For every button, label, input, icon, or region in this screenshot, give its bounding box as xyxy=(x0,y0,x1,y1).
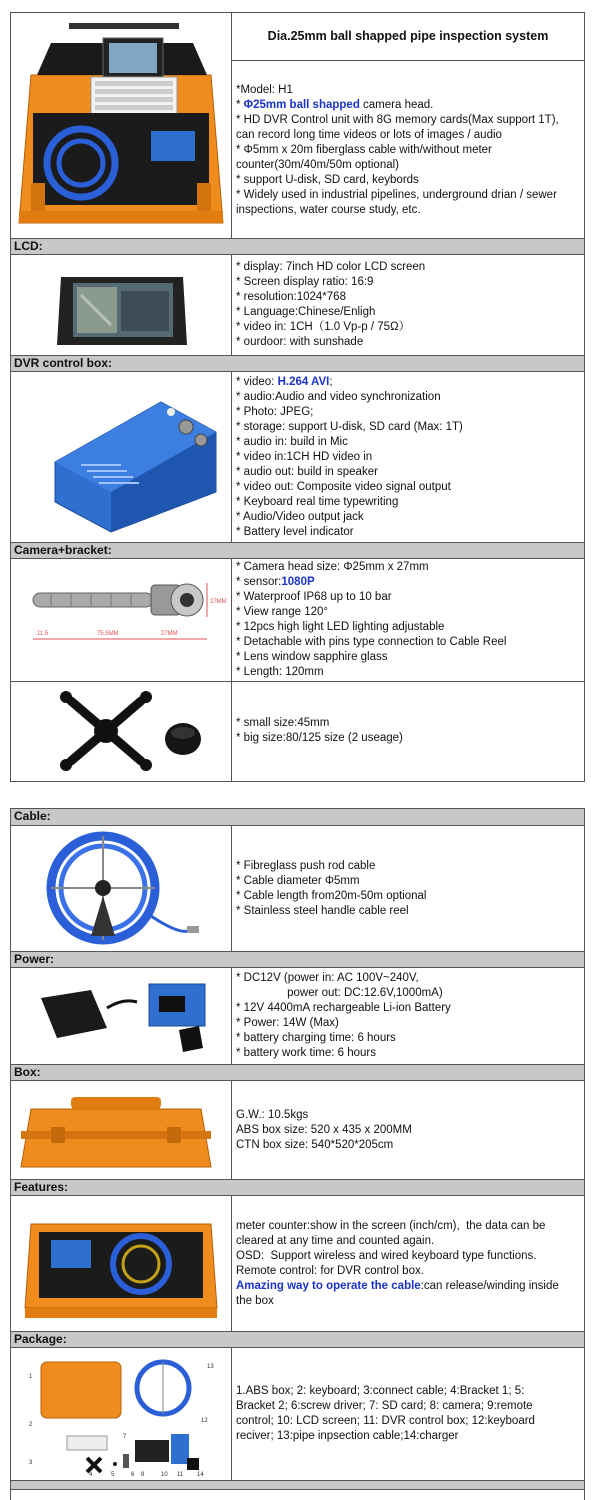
spec-line xyxy=(236,1234,580,1249)
dvr-spec-list xyxy=(232,372,584,542)
spec-text: * DC12V (power in: AC 100V~240V, xyxy=(236,972,419,984)
highlight-text: 1080P xyxy=(281,576,315,588)
spec-line xyxy=(236,590,580,605)
package-callout-number: 4 xyxy=(89,1472,93,1478)
spec-line xyxy=(236,859,580,874)
spec-text: cleared at any time and counted again. xyxy=(236,1234,435,1247)
spec-text: * Photo: JPEG; xyxy=(236,405,314,418)
spec-line xyxy=(236,320,580,335)
spec-line xyxy=(236,98,580,113)
spec-text: * Camera head size: Φ25mm x 27mm xyxy=(236,561,429,573)
spec-text: ABS box size: 520 x 435 x 200MM xyxy=(236,1123,412,1136)
bracket-image xyxy=(11,681,232,781)
camera-spec-list xyxy=(232,559,584,681)
spec-line xyxy=(236,1108,580,1123)
spec-line xyxy=(236,1279,580,1294)
spec-line xyxy=(236,986,580,1001)
spec-line xyxy=(236,83,580,98)
spec-table-2 xyxy=(10,808,585,1500)
bracket-spec-list xyxy=(232,681,584,781)
spec-line xyxy=(236,1294,580,1309)
spec-line xyxy=(236,435,580,450)
highlight-text: H.264 AVI xyxy=(277,375,330,388)
section-header-cable: Cable: xyxy=(11,809,584,826)
highlight-text: Amazing way to operate the cable xyxy=(236,1279,421,1292)
features-list xyxy=(232,1196,584,1331)
spec-text: camera head. xyxy=(359,99,434,111)
spec-line xyxy=(236,1046,580,1061)
spec-line xyxy=(236,1001,580,1016)
package-callout-number: 5 xyxy=(111,1472,115,1478)
spec-table-1 xyxy=(10,12,585,782)
spec-line xyxy=(236,375,580,390)
product-kit-image xyxy=(11,13,232,238)
spec-line xyxy=(236,575,580,590)
spec-line xyxy=(236,510,580,525)
section-header-lcd: LCD: xyxy=(11,238,584,255)
spec-text: * support U-disk, SD card, keybords xyxy=(236,174,419,186)
package-list xyxy=(232,1348,584,1480)
spec-text: meter counter:show in the screen (inch/cm), the data can be xyxy=(236,1219,546,1232)
power-row xyxy=(11,968,584,1064)
package-callout-number: 2 xyxy=(29,1422,33,1428)
spec-text: * 12V 4400mA rechargeable Li-ion Battery xyxy=(236,1002,451,1014)
spec-line xyxy=(236,560,580,575)
box-row xyxy=(11,1081,584,1179)
spec-line xyxy=(236,128,580,143)
package-callout-number: 14 xyxy=(197,1472,204,1478)
spec-line xyxy=(236,188,580,203)
package-callout-number: 1 xyxy=(29,1374,33,1380)
charger-battery-image xyxy=(11,968,232,1064)
camera-row xyxy=(11,559,584,681)
spec-line xyxy=(236,480,580,495)
spec-text: * audio out: build in speaker xyxy=(236,465,378,478)
bracket-row xyxy=(11,681,584,781)
spec-text: * Cable diameter Φ5mm xyxy=(236,874,360,887)
cable-reel-image xyxy=(11,826,232,951)
package-callout-number: 11 xyxy=(177,1472,184,1478)
spec-text: * Waterproof IP68 up to 10 bar xyxy=(236,591,392,603)
spec-text: * battery charging time: 6 hours xyxy=(236,1032,396,1044)
spec-line xyxy=(236,716,580,731)
package-callout-number: 7 xyxy=(123,1434,127,1440)
spec-text: CTN box size: 540*520*205cm xyxy=(236,1138,394,1151)
spec-line xyxy=(236,1384,580,1399)
box-spec-list xyxy=(232,1081,584,1179)
spec-line xyxy=(236,465,580,480)
package-row xyxy=(11,1348,584,1480)
spec-line xyxy=(236,158,580,173)
section-header-camera: Camera+bracket: xyxy=(11,542,584,559)
cable-spec-list xyxy=(232,826,584,951)
spec-text: counter(30m/40m/50m optional) xyxy=(236,159,399,171)
spec-text: * HD DVR Control unit with 8G memory cards(Max support 1T), xyxy=(236,114,559,126)
spec-text: * Length: 120mm xyxy=(236,666,324,678)
spec-line xyxy=(236,731,580,746)
camera-head-image xyxy=(11,559,232,681)
package-callout-number: 10 xyxy=(161,1472,168,1478)
spec-text: * Keyboard real time typewriting xyxy=(236,495,399,508)
cable-row xyxy=(11,826,584,951)
dvr-box-image xyxy=(11,372,232,542)
spec-text: OSD: Support wireless and wired keyboard type functions. xyxy=(236,1249,537,1262)
spec-text: * resolution:1024*768 xyxy=(236,291,346,303)
section-header-package: Package: xyxy=(11,1331,584,1348)
spec-text: * video in:1CH HD video in xyxy=(236,450,373,463)
spec-text: * Stainless steel handle cable reel xyxy=(236,904,409,917)
spec-line xyxy=(236,971,580,986)
lcd-spec-list xyxy=(232,255,584,355)
spec-text: * Fibreglass push rod cable xyxy=(236,859,376,872)
spec-line xyxy=(236,904,580,919)
section-header-dvr: DVR control box: xyxy=(11,355,584,372)
spec-text: G.W.: 10.5kgs xyxy=(236,1108,309,1121)
spec-line xyxy=(236,1249,580,1264)
spec-line xyxy=(236,1399,580,1414)
spec-text: * 12pcs high light LED lighting adjustable xyxy=(236,621,445,633)
spec-line xyxy=(236,525,580,540)
spec-text: * Screen display ratio: 16:9 xyxy=(236,276,374,288)
spec-line xyxy=(236,275,580,290)
spec-text: :can release/winding inside xyxy=(420,1279,559,1292)
spec-line xyxy=(236,495,580,510)
spec-text: * battery work time: 6 hours xyxy=(236,1047,376,1059)
highlight-text: Φ25mm ball shapped xyxy=(243,99,360,111)
features-kit-image xyxy=(11,1196,232,1331)
spec-text: 1.ABS box; 2: keyboard; 3:connect cable; 4:Bracket 1; 5: xyxy=(236,1385,525,1397)
dim-label-body: 75.5MM xyxy=(97,631,119,637)
spec-text: * Language:Chinese/Enligh xyxy=(236,306,376,318)
dvr-row xyxy=(11,372,584,542)
spec-text: * ourdoor: with sunshade xyxy=(236,336,364,348)
package-contents-image xyxy=(11,1348,232,1480)
intro-row xyxy=(11,13,584,238)
spec-line xyxy=(236,1138,580,1153)
lcd-row xyxy=(11,255,584,355)
spec-text: * View range 120° xyxy=(236,606,328,618)
spec-line xyxy=(236,335,580,350)
spec-line xyxy=(236,1429,580,1444)
spec-text: * audio in: build in Mic xyxy=(236,435,348,448)
spec-text: Remote control: for DVR control box. xyxy=(236,1264,424,1277)
page-title: Dia.25mm ball shapped pipe inspection system xyxy=(232,13,584,61)
spec-text: * Cable length from20m-50m optional xyxy=(236,889,427,902)
spec-line xyxy=(236,305,580,320)
dim-label-tail: 11.5 xyxy=(37,631,49,637)
abs-box-image xyxy=(11,1081,232,1179)
spec-line xyxy=(236,635,580,650)
package-callout-number: 3 xyxy=(29,1460,33,1466)
spec-line xyxy=(236,290,580,305)
spec-line xyxy=(236,450,580,465)
spec-line xyxy=(236,113,580,128)
spec-line xyxy=(236,1031,580,1046)
spec-line xyxy=(236,143,580,158)
spec-text: * sensor: xyxy=(236,576,282,588)
features-row xyxy=(11,1196,584,1331)
lcd-screen-image xyxy=(11,255,232,355)
spec-text: can record long time videos or lots of images / audio xyxy=(236,129,502,141)
spec-text: * display: 7inch HD color LCD screen xyxy=(236,261,426,273)
spec-text: * Widely used in industrial pipelines, underground drian / sewer xyxy=(236,189,557,201)
spec-text: * Power: 14W (Max) xyxy=(236,1017,339,1029)
spec-line xyxy=(236,889,580,904)
dim-label-head: 27MM xyxy=(161,631,178,637)
spec-line xyxy=(236,1264,580,1279)
spec-text: *Model: H1 xyxy=(236,84,293,96)
spec-line xyxy=(236,1123,580,1138)
spec-text: Bracket 2; 6:screw driver; 7: SD card; 8: camera; 9:remote xyxy=(236,1400,533,1412)
power-spec-list xyxy=(232,968,584,1064)
spec-line xyxy=(236,390,580,405)
package-callout-number: 6 xyxy=(131,1472,135,1478)
package-callout-number: 8 xyxy=(141,1472,145,1478)
package-callout-number: 13 xyxy=(207,1364,214,1370)
spec-text: * xyxy=(236,99,244,111)
spec-text: * storage: support U-disk, SD card (Max: 1T) xyxy=(236,420,463,433)
spec-line xyxy=(236,874,580,889)
spec-text: * Battery level indicator xyxy=(236,525,354,538)
spec-text: control; 10: LCD screen; 11: DVR control box; 12:keyboard xyxy=(236,1415,535,1427)
section-header-features: Features: xyxy=(11,1179,584,1196)
spec-text: * big size:80/125 size (2 useage) xyxy=(236,732,403,744)
spec-text: power out: DC:12.6V,1000mA) xyxy=(236,987,443,999)
spec-line xyxy=(236,1016,580,1031)
spec-text: inspections, water course study, etc. xyxy=(236,204,421,216)
spec-line xyxy=(236,620,580,635)
spec-line xyxy=(236,173,580,188)
spec-line xyxy=(236,650,580,665)
spec-line xyxy=(236,1219,580,1234)
spec-text: * Audio/Video output jack xyxy=(236,510,364,523)
spec-line xyxy=(236,260,580,275)
spec-text: * video: xyxy=(236,375,278,388)
section-header-power: Power: xyxy=(11,951,584,968)
spec-line xyxy=(236,1414,580,1429)
package-callout-number: 12 xyxy=(201,1418,208,1424)
footer-bar xyxy=(11,1480,584,1490)
section-header-box: Box: xyxy=(11,1064,584,1081)
spec-line xyxy=(236,605,580,620)
spec-text: ; xyxy=(329,375,333,388)
dim-label-diameter: 27MM xyxy=(210,599,227,605)
spec-line xyxy=(236,203,580,218)
spec-text: the box xyxy=(236,1294,274,1307)
spec-line xyxy=(236,420,580,435)
spec-text: * audio:Audio and video synchronization xyxy=(236,390,441,403)
spec-text: * Lens window sapphire glass xyxy=(236,651,388,663)
spec-text: * small size:45mm xyxy=(236,717,330,729)
spec-text: * Detachable with pins type connection to Cable Reel xyxy=(236,636,507,648)
spec-line xyxy=(236,665,580,680)
intro-spec-list xyxy=(232,61,584,218)
spec-line xyxy=(236,405,580,420)
spec-text: reciver; 13:pipe inpsection cable;14:charger xyxy=(236,1430,459,1442)
spec-text: * video in: 1CH（1.0 Vp-p / 75Ω） xyxy=(236,321,411,333)
spec-text: * Φ5mm x 20m fiberglass cable with/without meter xyxy=(236,144,492,156)
spec-text: * video out: Composite video signal output xyxy=(236,480,451,493)
